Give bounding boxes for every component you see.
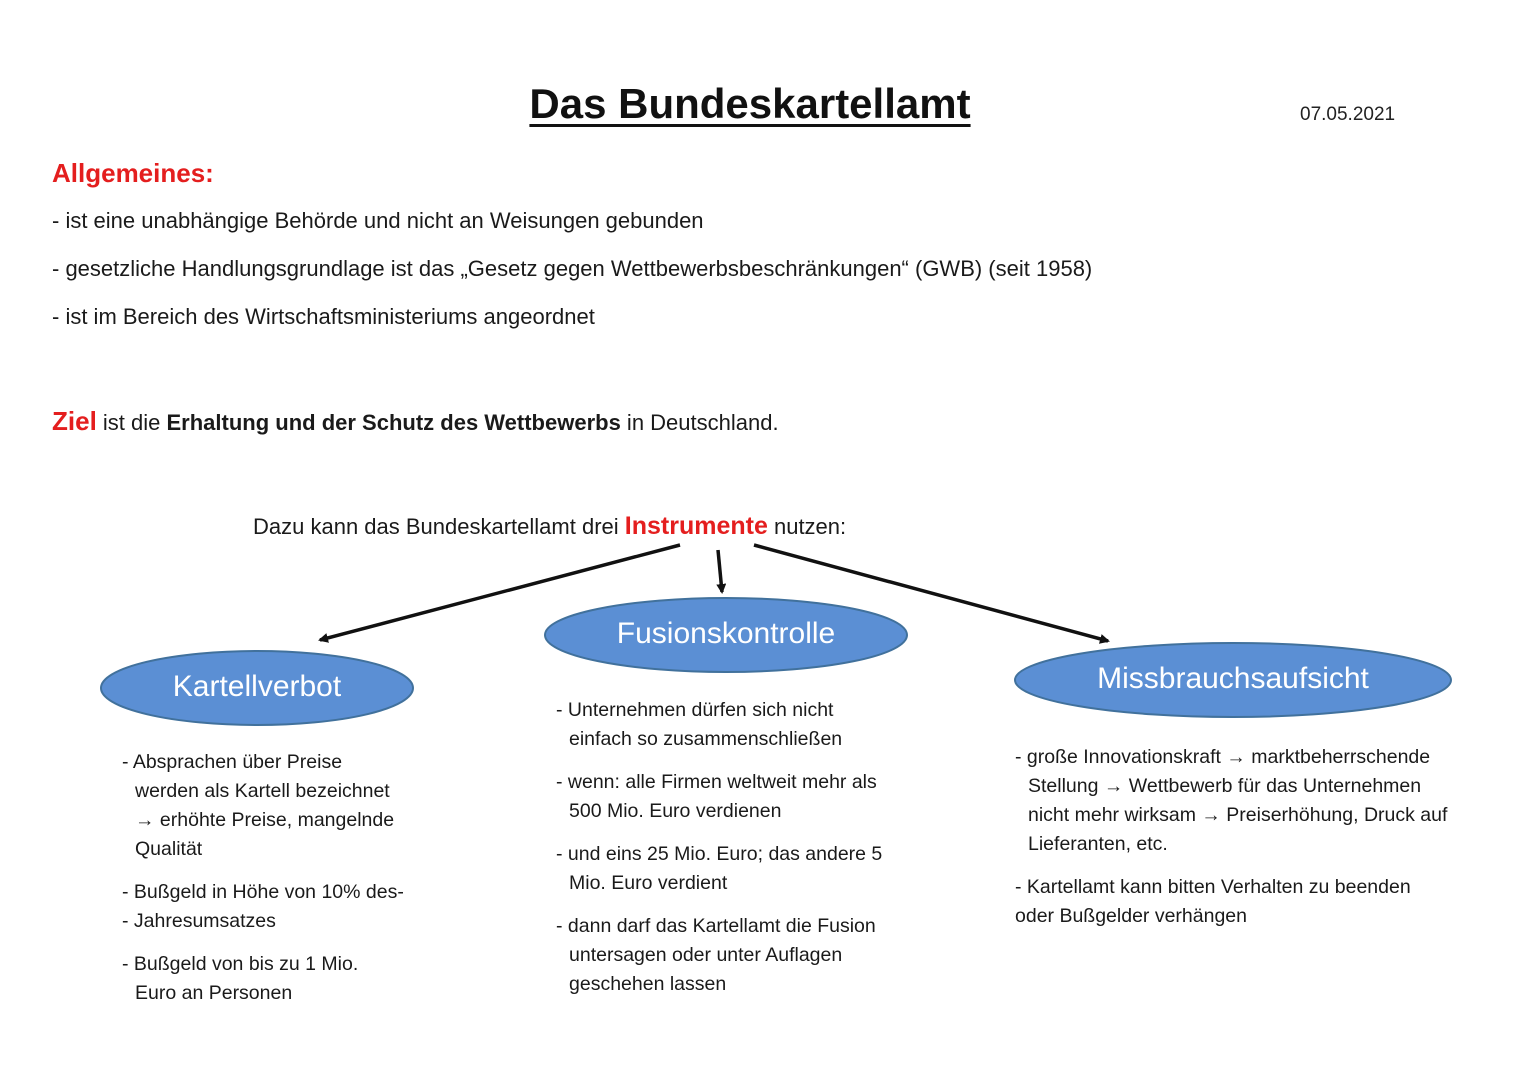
fusionskontrolle-details <box>556 696 882 1013</box>
list-item <box>556 840 882 898</box>
intro-pre: Dazu kann das Bundeskartellamt drei <box>253 514 625 539</box>
list-item <box>556 768 882 826</box>
list-item <box>556 696 882 754</box>
text-line: → erhöhte Preise, mangelnde <box>135 809 395 831</box>
text-line: geschehen lassen <box>569 973 727 995</box>
text-line: - große Innovationskraft → marktbeherrschende <box>1015 746 1431 768</box>
ziel-word: Ziel <box>52 406 97 436</box>
instrumente-highlight: Instrumente <box>624 512 768 540</box>
label-missbrauchsaufsicht: Missbrauchsaufsicht <box>1097 662 1369 695</box>
section-heading-allgemeines: Allgemeines: <box>52 158 214 188</box>
text-line: 500 Mio. Euro verdienen <box>569 800 782 822</box>
ziel-bold: Erhaltung und der Schutz des Wettbewerbs <box>166 410 621 435</box>
ziel-post: in Deutschland. <box>620 410 779 435</box>
allgemeines-line: - ist im Bereich des Wirtschaftsministeriums angeordnet <box>52 304 595 329</box>
text-line: werden als Kartell bezeichnet <box>135 780 390 802</box>
text-line: einfach so zusammenschließen <box>569 728 843 750</box>
text-line: Lieferanten, etc. <box>1028 833 1168 855</box>
list-item <box>1015 743 1447 859</box>
list-item <box>122 748 404 864</box>
text-line: Stellung → Wettbewerb für das Unternehmen <box>1028 775 1422 797</box>
kartellverbot-details <box>122 748 404 1022</box>
date-label: 07.05.2021 <box>1300 104 1396 125</box>
text-line: - Kartellamt kann bitten Verhalten zu beenden <box>1015 876 1411 898</box>
text-line: oder Bußgelder verhängen <box>1015 905 1247 927</box>
label-fusionskontrolle: Fusionskontrolle <box>616 617 836 650</box>
allgemeines-line: - ist eine unabhängige Behörde und nicht an Weisungen gebunden <box>52 208 704 233</box>
list-item <box>122 950 404 1008</box>
list-item <box>556 912 882 999</box>
arrow-to-fusionskontrolle <box>718 550 722 592</box>
allgemeines-line: - gesetzliche Handlungsgrundlage ist das „Gesetz gegen Wettbewerbsbeschränkungen“ (GWB) (seit 1958) <box>52 256 1093 281</box>
text-line: - Jahresumsatzes <box>122 910 276 932</box>
text-line: nicht mehr wirksam → Preiserhöhung, Druck auf <box>1028 804 1448 826</box>
text-line: Qualität <box>135 838 203 860</box>
page-title: Das Bundeskartellamt <box>529 80 971 127</box>
list-item <box>1015 873 1447 931</box>
ziel-pre: ist die <box>96 410 167 435</box>
text-line: - Unternehmen dürfen sich nicht <box>556 699 834 721</box>
text-line: untersagen oder unter Auflagen <box>569 944 843 966</box>
text-line: - und eins 25 Mio. Euro; das andere 5 <box>556 843 883 865</box>
text-line: - wenn: alle Firmen weltweit mehr als <box>556 771 877 793</box>
list-item <box>122 878 404 936</box>
text-line: - dann darf das Kartellamt die Fusion <box>556 915 876 937</box>
label-kartellverbot: Kartellverbot <box>172 670 342 703</box>
text-line: - Bußgeld in Höhe von 10% des- <box>122 881 404 903</box>
text-line: - Bußgeld von bis zu 1 Mio. <box>122 953 359 975</box>
text-line: - Absprachen über Preise <box>122 751 343 773</box>
intro-post: nutzen: <box>767 514 847 539</box>
text-line: Mio. Euro verdient <box>569 872 728 894</box>
text-line: Euro an Personen <box>135 982 293 1004</box>
missbrauchsaufsicht-details <box>1015 743 1447 945</box>
